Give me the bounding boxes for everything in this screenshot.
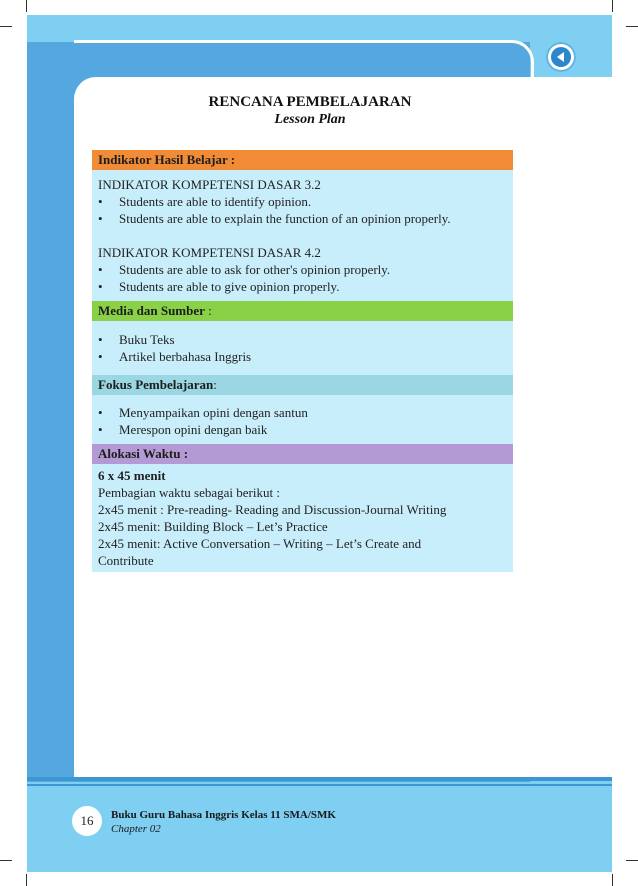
indikator-body [92, 170, 513, 301]
alokasi-total: 6 x 45 menit [98, 468, 166, 483]
page-title [190, 94, 430, 128]
footer-text [111, 808, 336, 836]
crop-mark [0, 26, 12, 27]
alokasi-line: Contribute [98, 553, 154, 568]
alokasi-line: 2x45 menit: Building Block – Let’s Practice [98, 519, 328, 534]
header-curve-line [74, 40, 534, 80]
alokasi-line: 2x45 menit: Active Conversation – Writing – Let’s Create and [98, 536, 422, 551]
fokus-body [92, 395, 513, 444]
list-item: • Students are able to give opinion properly. [98, 279, 340, 294]
alokasi-line: Pembagian waktu sebagai berikut : [98, 485, 280, 500]
kd42-title: INDIKATOR KOMPETENSI DASAR 4.2 [98, 245, 321, 260]
lesson-plan-table [92, 150, 513, 572]
title-main: RENCANA PEMBELAJARAN [208, 94, 412, 110]
kd32-title: INDIKATOR KOMPETENSI DASAR 3.2 [98, 177, 321, 192]
alokasi-body [92, 464, 513, 572]
media-heading: Media dan Sumber : [92, 301, 513, 321]
crop-mark [26, 874, 27, 886]
crop-mark [612, 0, 613, 12]
crop-mark [26, 0, 27, 12]
list-item: • Students are able to explain the function of an opinion properly. [98, 211, 451, 226]
back-arrow-icon [551, 47, 571, 67]
alokasi-heading: Alokasi Waktu : [92, 444, 513, 464]
list-item: • Merespon opini dengan baik [98, 422, 268, 437]
crop-mark [612, 874, 613, 886]
back-button[interactable] [546, 42, 576, 72]
crop-mark [626, 860, 638, 861]
alokasi-line: 2x45 menit : Pre-reading- Reading and Discussion-Journal Writing [98, 502, 447, 517]
crop-mark [0, 860, 12, 861]
list-item: • Students are able to ask for other's opinion properly. [98, 262, 391, 277]
fokus-heading: Fokus Pembelajaran: [92, 375, 513, 395]
page-number: 16 [72, 806, 102, 836]
title-sub: Lesson Plan [274, 112, 346, 127]
chapter-label: Chapter 02 [111, 823, 161, 835]
footer-rule [27, 777, 612, 781]
list-item: • Students are able to identify opinion. [98, 194, 312, 209]
media-body [92, 321, 513, 375]
crop-mark [626, 26, 638, 27]
footer-rule-thin [27, 784, 612, 786]
list-item: • Menyampaikan opini dengan santun [98, 405, 308, 420]
indikator-heading: Indikator Hasil Belajar : [92, 150, 513, 170]
book-title: Buku Guru Bahasa Inggris Kelas 11 SMA/SMK [111, 809, 336, 821]
list-item: • Artikel berbahasa Inggris [98, 349, 252, 364]
list-item: • Buku Teks [98, 332, 175, 347]
